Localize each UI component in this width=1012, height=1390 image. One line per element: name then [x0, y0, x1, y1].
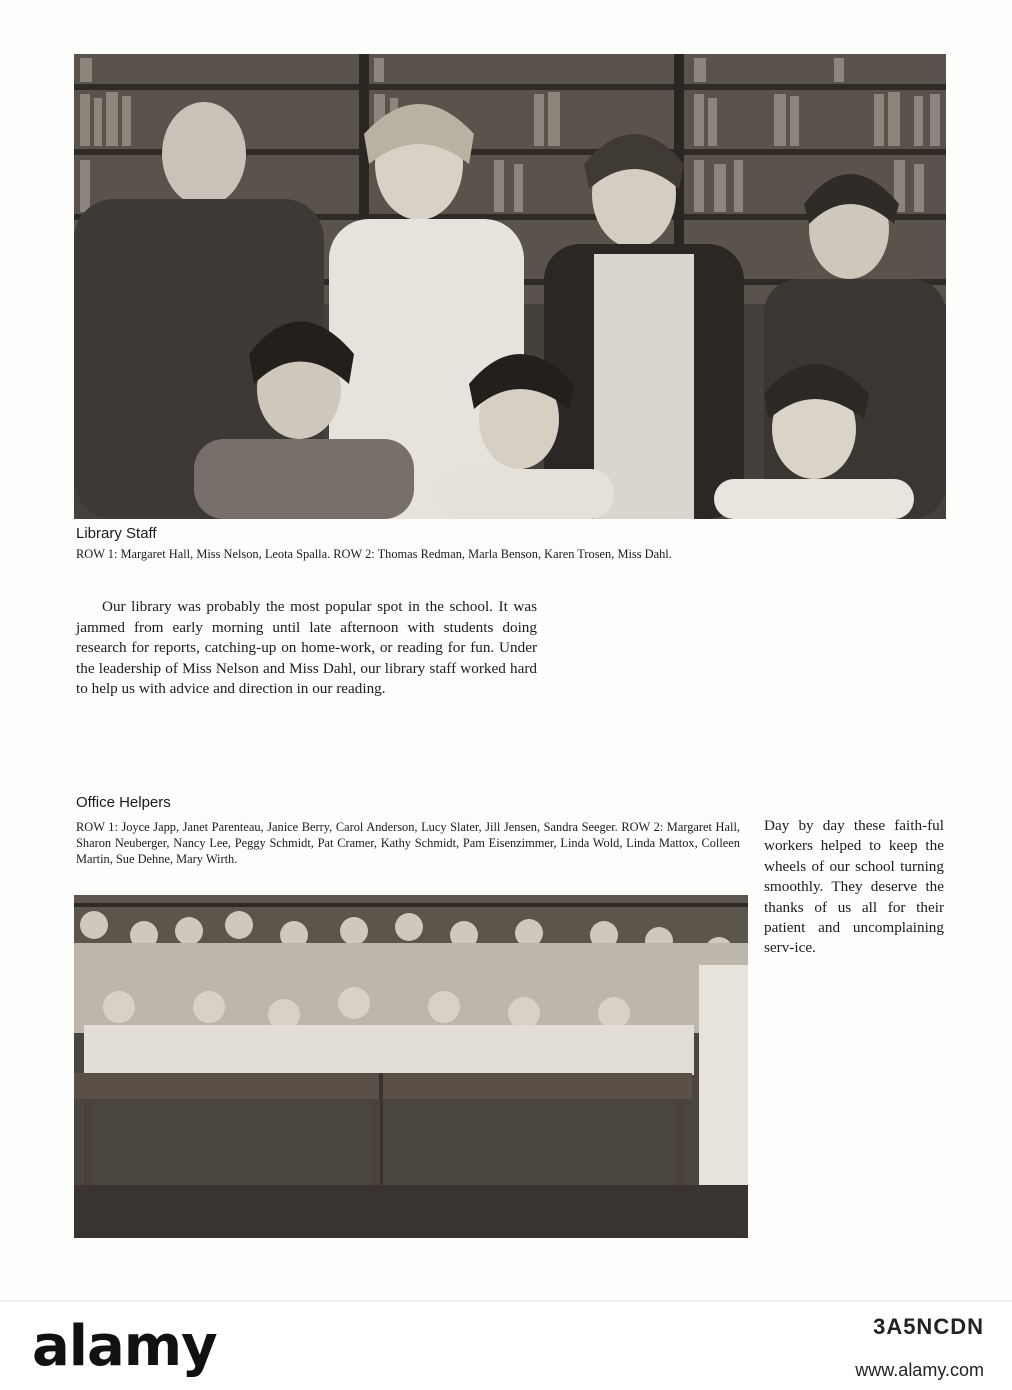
library-staff-photo	[74, 54, 946, 519]
watermark-footer	[0, 1300, 1012, 1390]
office-helpers-paragraph: Day by day these faith-ful workers helped to keep the wheels of our school turning smoothly. They deserve the thanks of us all for their patient and uncomplaining serv-ice.	[764, 817, 944, 957]
office-helpers-heading: Office Helpers	[76, 794, 171, 811]
library-staff-caption: ROW 1: Margaret Hall, Miss Nelson, Leota Spalla. ROW 2: Thomas Redman, Marla Benson, Karen Trosen, Miss Dahl.	[76, 547, 672, 561]
library-staff-heading: Library Staff	[76, 525, 157, 542]
footer-info	[855, 1314, 984, 1381]
footer-divider	[0, 1300, 1012, 1302]
library-staff-paragraph: Our library was probably the most popular spot in the school. It was jammed from early morning until late afternoon with students doing research for reports, catching-up on home-work, or reading for fun. Under the leadership of Miss Nelson and Miss Dahl, our library staff worked hard to help us with advice and direction in our reading.	[76, 598, 537, 698]
office-helpers-photo	[74, 895, 748, 1238]
library-photo-illustration	[74, 54, 946, 519]
site-url: www.alamy.com	[855, 1360, 984, 1380]
office-helpers-caption: ROW 1: Joyce Japp, Janet Parenteau, Janice Berry, Carol Anderson, Lucy Slater, Jill Jensen, Sandra Seeger. ROW 2: Margaret Hall, Sharon Neuberger, Nancy Lee, Peggy Schmidt, Pat Cramer, Kathy Schmidt, Pam Eisenzimmer, Linda Wold, Linda Mattox, Colleen Martin, Sue Dehne, Mary Wirth.	[76, 820, 740, 866]
office-photo-illustration	[74, 895, 748, 1238]
back-row-bodies	[74, 943, 748, 1033]
alamy-logo: alamy	[32, 1314, 217, 1379]
image-id: 3A5NCDN	[873, 1314, 984, 1339]
